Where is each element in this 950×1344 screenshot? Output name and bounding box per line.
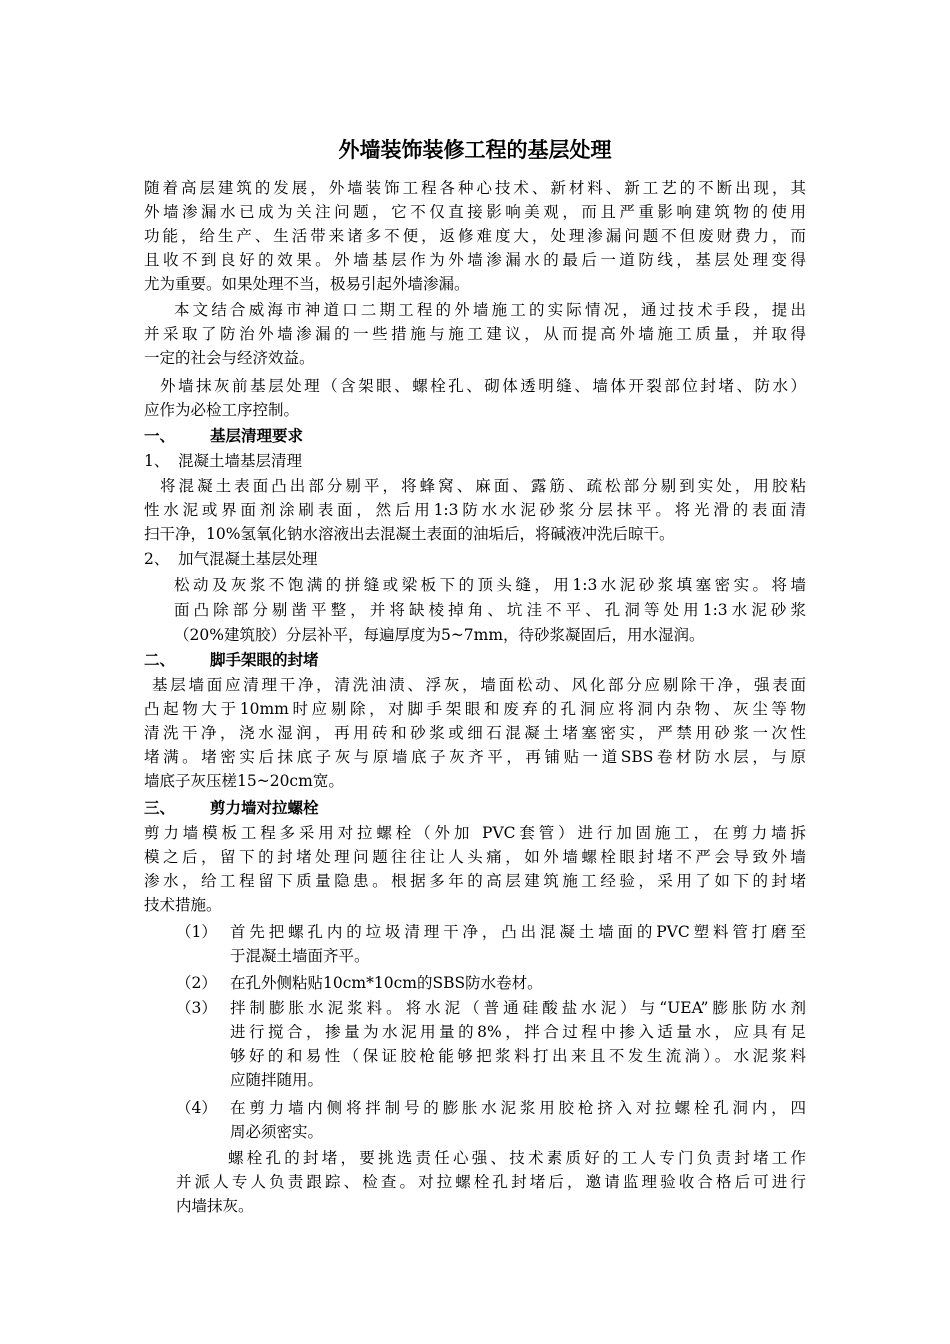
subsection2-title: 加气混凝土基层处理 bbox=[178, 550, 318, 568]
subsection1-line-2: 性水泥或界面剂涂刷表面，然后用1:3防水水泥砂浆分层抹平。将光滑的表面清 bbox=[144, 501, 806, 519]
subsection2-number: 2、 bbox=[144, 550, 170, 568]
para3-line-2: 应作为必检工序控制。 bbox=[144, 401, 300, 419]
list-item-line: 应随拌随用。 bbox=[230, 1071, 324, 1089]
section2-line-4: 堵满。堵密实后抹底子灰与原墙底子灰齐平，再铺贴一道SBS卷材防水层，与原 bbox=[144, 748, 806, 766]
section1-heading: 基层清理要求 bbox=[210, 426, 304, 445]
section2-number: 二、 bbox=[144, 650, 176, 669]
list-item-line: 进行搅合，掺量为水泥用量的8%，拌合过程中掺入适量水，应具有足 bbox=[230, 1023, 806, 1041]
section2-line-2: 凸起物大于10mm时应剔除，对脚手架眼和废弃的孔洞应将洞内杂物、灰尘等物 bbox=[144, 700, 806, 718]
list-item-line: 够好的和易性（保证胶枪能够把浆料打出来且不发生流淌）。水泥浆料 bbox=[230, 1047, 806, 1065]
list-item-line: 周必须密实。 bbox=[230, 1123, 324, 1141]
section3-line-2: 模之后，留下的封堵处理问题往往让人头痛，如外墙螺栓眼封堵不严会导致外墙 bbox=[144, 848, 806, 866]
closing-line-1: 螺栓孔的封堵，要挑选责任心强、技术素质好的工人专门负责封堵工作 bbox=[228, 1149, 806, 1167]
intro-line-5: 尤为重要。如果处理不当，极易引起外墙渗漏。 bbox=[144, 275, 470, 293]
intro-line-3: 功能，给生产、生活带来诸多不便，返修难度大，处理渗漏问题不但废财费力，而 bbox=[144, 227, 806, 245]
section3-line-1: 剪力墙模板工程多采用对拉螺栓（外加 PVC套管）进行加固施工，在剪力墙拆 bbox=[144, 824, 806, 842]
list-item-line: 于混凝土墙面齐平。 bbox=[230, 947, 370, 965]
subsection1-line-3: 扫干净，10%氢氧化钠水溶液出去混凝土表面的油垢后，将碱液冲洗后晾干。 bbox=[144, 525, 675, 543]
para2-line-3: 一定的社会与经济效益。 bbox=[144, 349, 315, 367]
subsection1-number: 1、 bbox=[144, 452, 170, 470]
subsection2-line-3: （20%建筑胶）分层补平，每遍厚度为5~7mm，待砂浆凝固后，用水湿润。 bbox=[174, 626, 705, 644]
subsection2-line-2: 面凸除部分剔凿平整，并将缺棱掉角、坑洼不平、孔洞等处用1:3水泥砂浆 bbox=[174, 601, 806, 619]
subsection2-line-1: 松动及灰浆不饱满的拼缝或梁板下的顶头缝，用1:3水泥砂浆填塞密实。将墙 bbox=[174, 576, 806, 594]
document-title: 外墙装饰装修工程的基层处理 bbox=[338, 137, 612, 162]
section3-heading: 剪力墙对拉螺栓 bbox=[210, 798, 319, 817]
subsection1-title: 混凝土墙基层清理 bbox=[178, 452, 303, 470]
list-item-line: 拌制膨胀水泥浆料。将水泥（普通硅酸盐水泥）与“UEA”膨胀防水剂 bbox=[230, 999, 806, 1017]
subsection1-line-1: 将混凝土表面凸出部分剔平，将蜂窝、麻面、露筋、疏松部分剔到实处，用胶粘 bbox=[160, 477, 806, 495]
list-item-number: （3） bbox=[176, 999, 217, 1017]
para2-line-2: 并采取了防治外墙渗漏的一些措施与施工建议，从而提高外墙施工质量，并取得 bbox=[144, 325, 806, 343]
list-item-line: 在孔外侧粘贴10cm*10cm的SBS防水卷材。 bbox=[230, 974, 543, 992]
intro-line-1: 随着高层建筑的发展，外墙装饰工程各种心技术、新材料、新工艺的不断出现，其 bbox=[144, 179, 806, 197]
list-item-line: 在剪力墙内侧将拌制号的膨胀水泥浆用胶枪挤入对拉螺栓孔洞内，四 bbox=[230, 1099, 806, 1117]
closing-line-3: 内墙抹灰。 bbox=[176, 1197, 254, 1215]
section1-number: 一、 bbox=[144, 426, 176, 445]
intro-line-2: 外墙渗漏水已成为关注问题，它不仅直接影响美观，而且严重影响建筑物的使用 bbox=[144, 203, 806, 221]
list-item-line: 首先把螺孔内的垃圾清理干净，凸出混凝土墙面的PVC塑料管打磨至 bbox=[230, 923, 806, 941]
section3-line-3: 渗水，给工程留下质量隐患。根据多年的高层建筑施工经验，采用了如下的封堵 bbox=[144, 872, 806, 890]
section3-line-4: 技术措施。 bbox=[144, 896, 222, 914]
list-item-number: （1） bbox=[176, 923, 217, 941]
section2-line-3: 清洗干净，浇水湿润，再用砖和砂浆或细石混凝土堵塞密实，严禁用砂浆一次性 bbox=[144, 724, 806, 742]
intro-line-4: 且收不到良好的效果。外墙基层作为外墙渗漏水的最后一道防线，基层处理变得 bbox=[144, 251, 806, 269]
section2-heading: 脚手架眼的封堵 bbox=[210, 650, 319, 669]
closing-line-2: 并派人专人负责跟踪、检查。对拉螺栓孔封堵后，邀请监理验收合格后可进行 bbox=[176, 1173, 806, 1191]
section2-line-1: 基层墙面应清理干净，清洗油渍、浮灰，墙面松动、风化部分应剔除干净，强表面 bbox=[152, 676, 806, 694]
list-item-number: （2） bbox=[176, 974, 217, 992]
list-item-number: （4） bbox=[176, 1099, 217, 1117]
section3-number: 三、 bbox=[144, 798, 176, 817]
para2-line-1: 本文结合威海市神道口二期工程的外墙施工的实际情况，通过技术手段，提出 bbox=[174, 301, 806, 319]
para3-line-1: 外墙抹灰前基层处理（含架眼、螺栓孔、砌体透明缝、墙体开裂部位封堵、防水） bbox=[160, 377, 806, 395]
section2-line-5: 墙底子灰压槎15~20cm宽。 bbox=[144, 772, 344, 790]
